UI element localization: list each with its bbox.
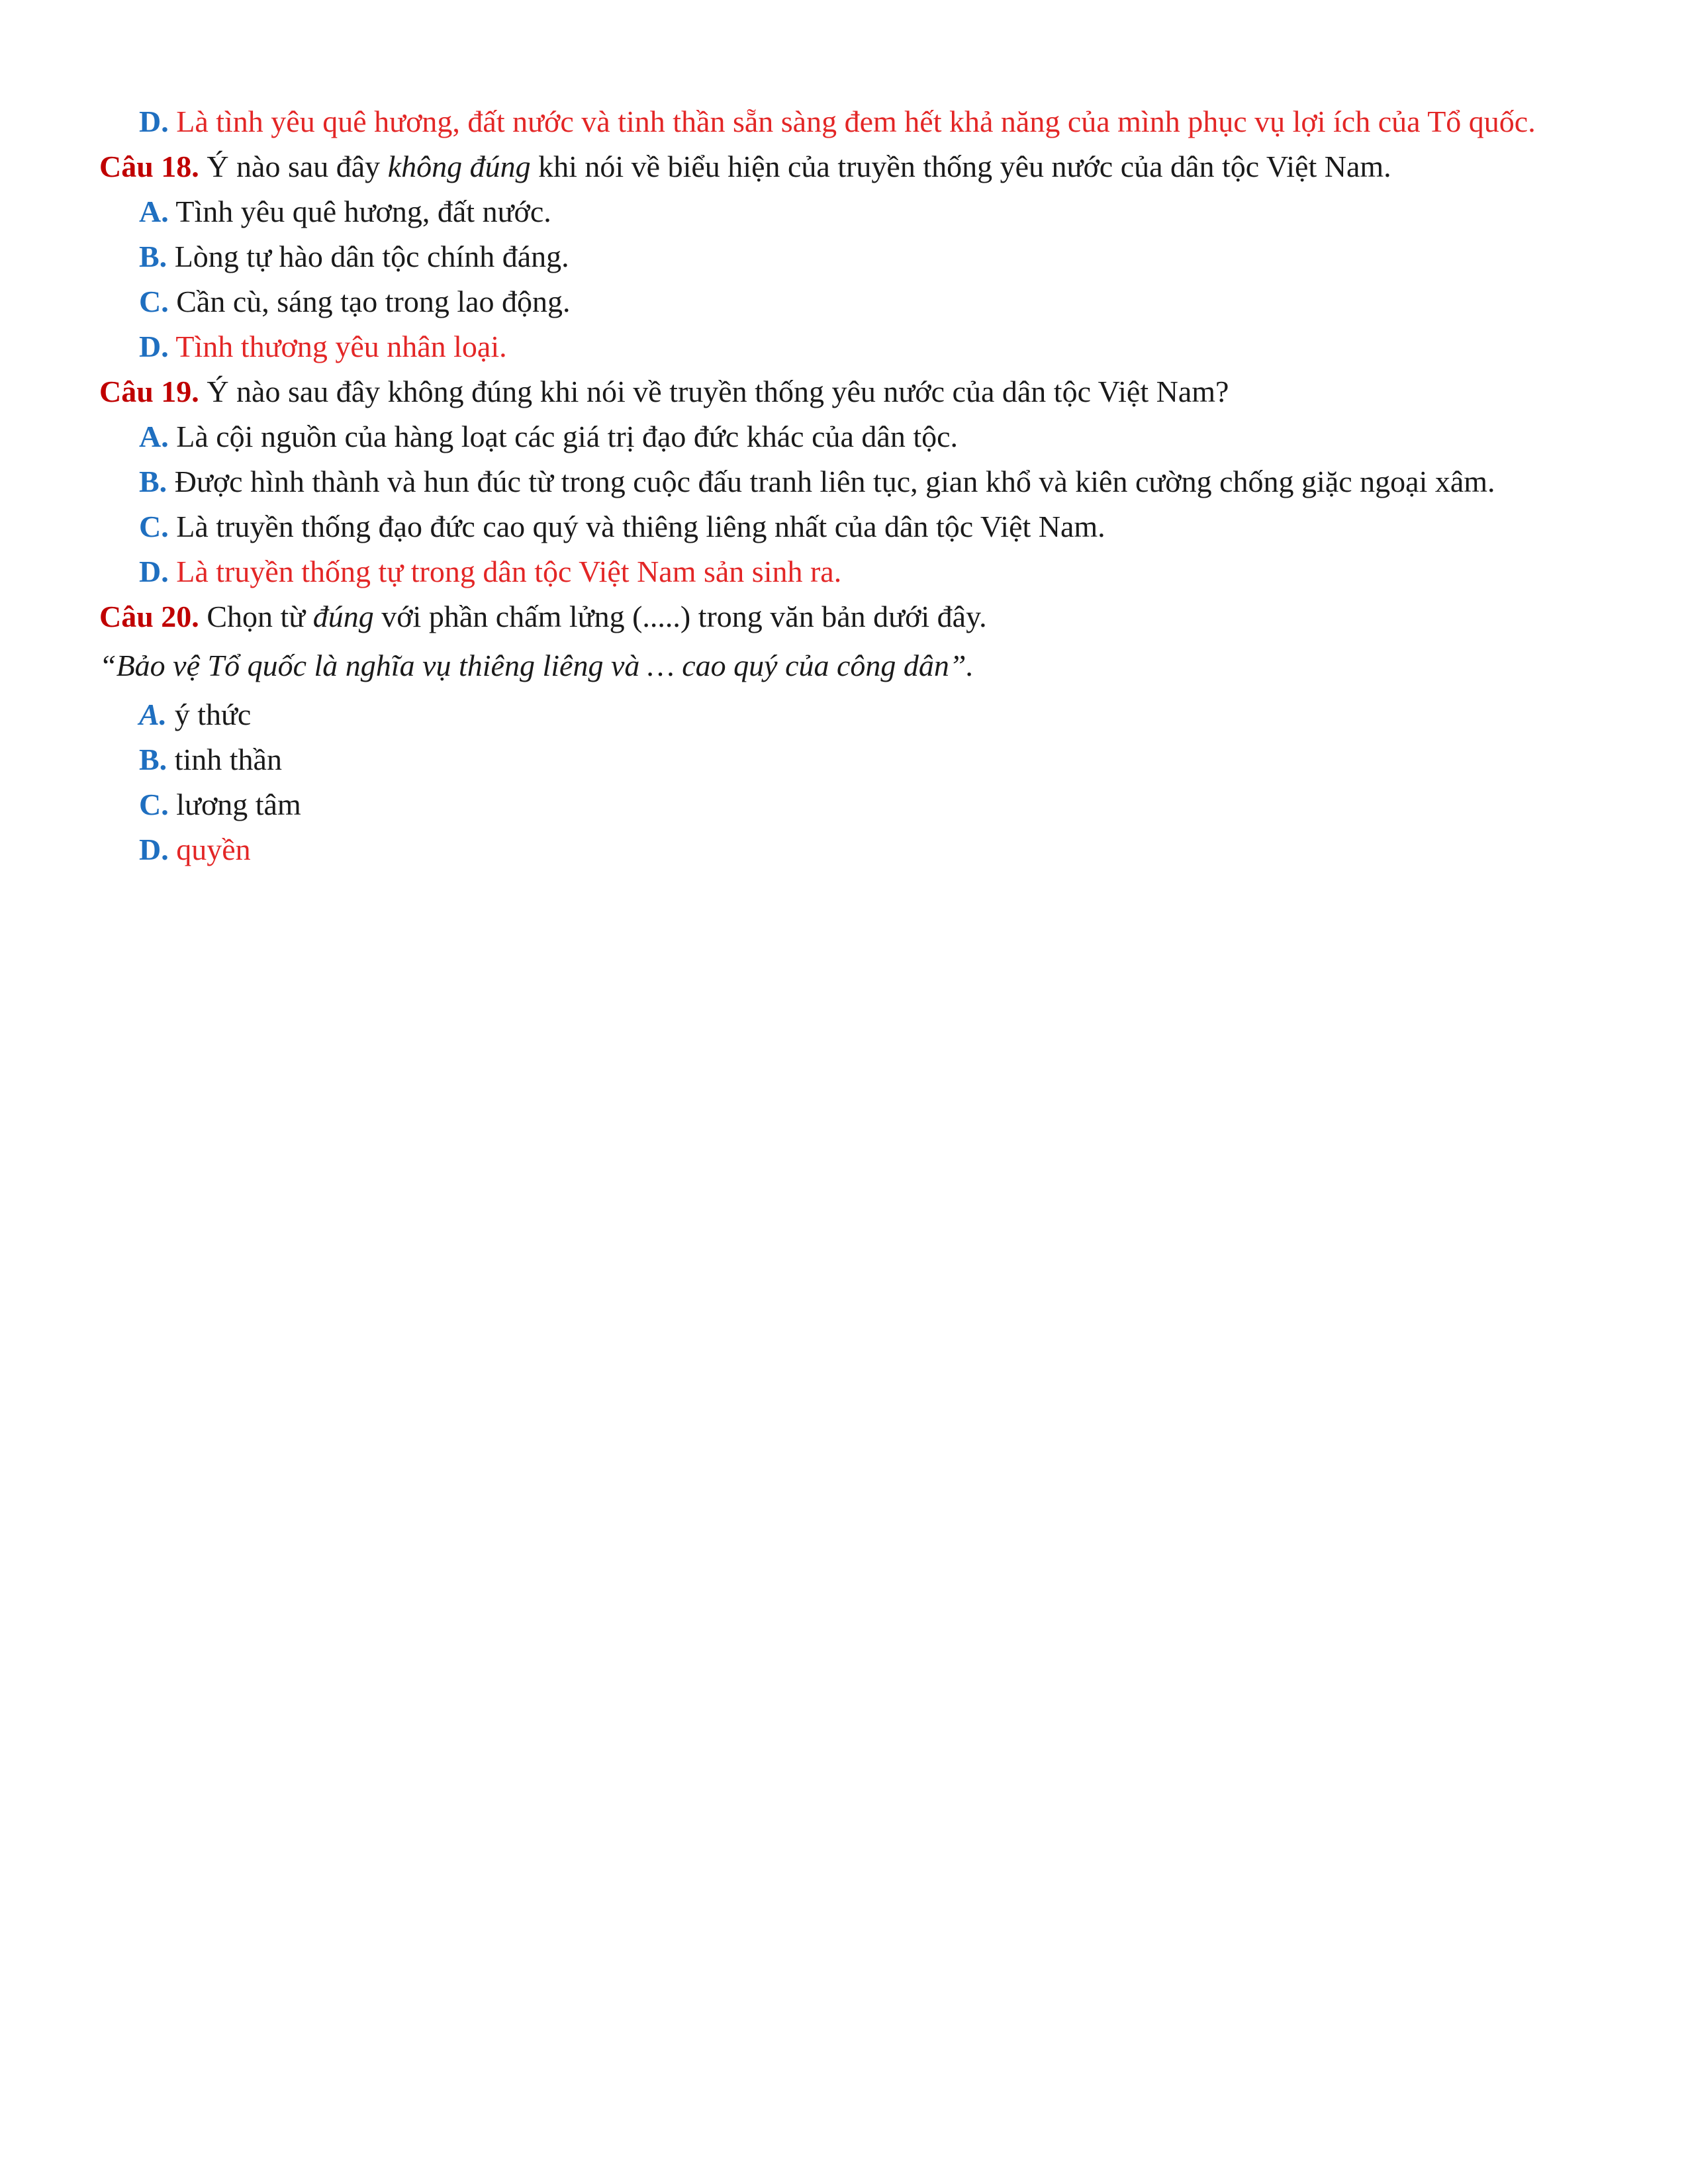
question-label: Câu 20. — [99, 600, 199, 633]
q19-option-d — [99, 549, 1589, 594]
option-text: Cần cù, sáng tạo trong lao động. — [176, 285, 571, 318]
document-page — [99, 99, 1589, 872]
option-text-correct: Là tình yêu quê hương, đất nước và tinh thần sẵn sàng đem hết khả năng của mình phục vụ lợi ích của Tổ quốc. — [176, 105, 1536, 138]
q20-option-a — [99, 692, 1589, 737]
option-label: D. — [139, 555, 169, 588]
question-stem-pre: Chọn từ — [207, 600, 306, 633]
q20-option-c — [99, 782, 1589, 827]
q20-option-b — [99, 737, 1589, 782]
question-20-quote: “Bảo vệ Tổ quốc là nghĩa vụ thiêng liêng và … cao quý của công dân”. — [99, 649, 974, 682]
question-stem-pre: Ý nào sau đây — [207, 150, 381, 183]
q20-option-d — [99, 827, 1589, 872]
option-text: ý thức — [174, 698, 252, 731]
option-label: D. — [139, 105, 169, 138]
question-20-stem — [99, 594, 1589, 639]
q19-option-c — [99, 504, 1589, 549]
q18-option-b — [99, 234, 1589, 279]
option-label: B. — [139, 465, 167, 498]
question-stem-italic: đúng — [312, 600, 374, 633]
option-text-correct: quyền — [176, 833, 251, 866]
question-stem-post: khi nói về biểu hiện của truyền thống yêu nước của dân tộc Việt Nam. — [538, 150, 1391, 183]
question-19-stem — [99, 369, 1589, 414]
option-label: D. — [139, 833, 169, 866]
option-text-correct: Tình thương yêu nhân loại. — [175, 330, 507, 363]
option-text: Là cội nguồn của hàng loạt các giá trị đạo đức khác của dân tộc. — [176, 420, 959, 453]
option-label: C. — [139, 285, 169, 318]
question-stem-italic: không đúng — [387, 150, 531, 183]
q19-option-a — [99, 414, 1589, 459]
option-text: lương tâm — [176, 788, 301, 821]
option-text: tinh thần — [174, 743, 282, 776]
option-label: A. — [139, 195, 169, 228]
q18-option-c — [99, 279, 1589, 324]
option-label: C. — [139, 510, 169, 543]
q18-option-d — [99, 324, 1589, 369]
q17-option-d — [99, 99, 1589, 144]
option-label: C. — [139, 788, 169, 821]
q19-option-b — [99, 459, 1589, 504]
option-label: B. — [139, 240, 167, 273]
option-text: Tình yêu quê hương, đất nước. — [175, 195, 551, 228]
question-stem-post: với phần chấm lửng (.....) trong văn bản dưới đây. — [381, 600, 987, 633]
question-label: Câu 19. — [99, 375, 199, 408]
option-label: A. — [139, 420, 169, 453]
option-text-correct: Là truyền thống tự trong dân tộc Việt Nam sản sinh ra. — [176, 555, 842, 588]
option-label: A. — [139, 698, 167, 731]
option-text: Lòng tự hào dân tộc chính đáng. — [174, 240, 569, 273]
option-text: Được hình thành và hun đúc từ trong cuộc đấu tranh liên tục, gian khổ và kiên cường chống giặc ngoại xâm. — [174, 465, 1495, 498]
question-label: Câu 18. — [99, 150, 199, 183]
question-18-stem — [99, 144, 1589, 189]
q18-option-a — [99, 189, 1589, 234]
question-stem: Ý nào sau đây không đúng khi nói về truyền thống yêu nước của dân tộc Việt Nam? — [207, 375, 1229, 408]
option-label: D. — [139, 330, 169, 363]
option-label: B. — [139, 743, 167, 776]
option-text: Là truyền thống đạo đức cao quý và thiêng liêng nhất của dân tộc Việt Nam. — [176, 510, 1105, 543]
